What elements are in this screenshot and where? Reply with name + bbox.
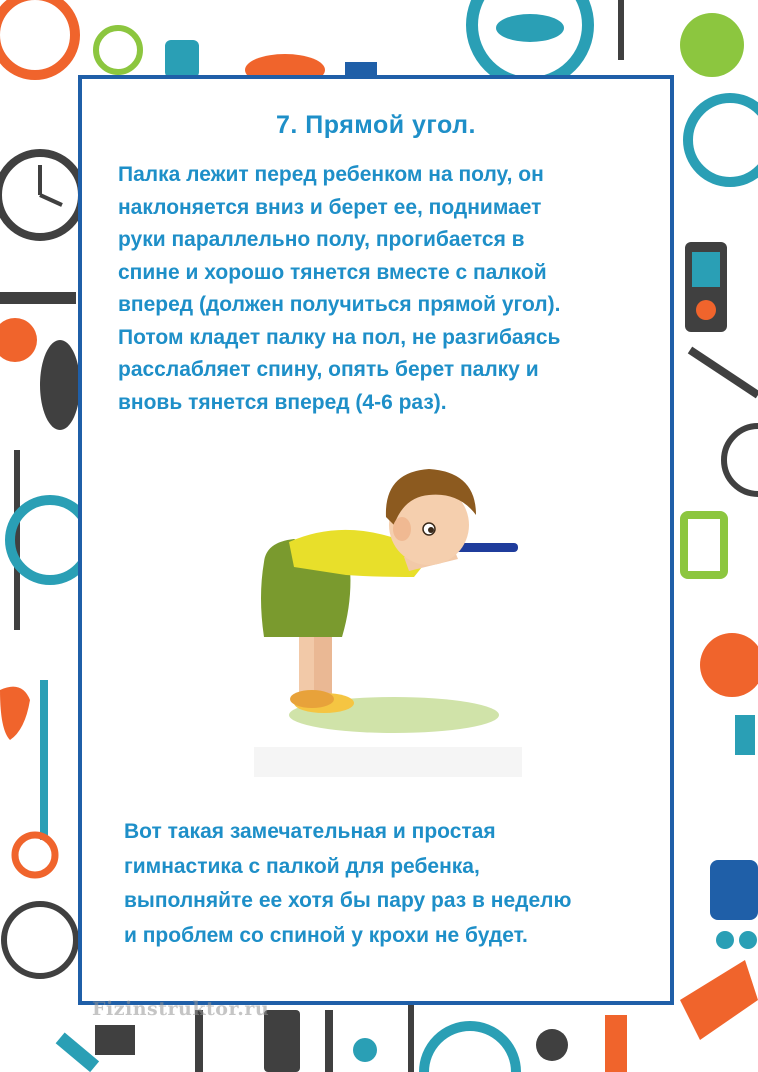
- exercise-title: 7. Прямой угол.: [275, 111, 476, 139]
- knife-icon: [325, 1010, 333, 1072]
- image-fade: [254, 747, 522, 777]
- headphones-icon: [353, 1038, 377, 1062]
- bar-icon: [56, 1032, 99, 1072]
- site-watermark: Fizinstruktor.ru: [92, 998, 270, 1020]
- fork-icon: [618, 0, 624, 60]
- fish-icon: [496, 14, 564, 42]
- bottle-icon: [605, 1015, 627, 1072]
- dumbbell-icon: [735, 715, 755, 755]
- scooter-wheel-icon: [15, 835, 55, 875]
- strawberry-icon: [0, 687, 30, 740]
- scooter-icon: [40, 680, 48, 840]
- soccer-ball-icon: [4, 904, 76, 976]
- boy-leg: [314, 627, 332, 697]
- music-player-icon: [264, 1010, 300, 1072]
- orange-icon: [700, 633, 758, 697]
- boy-bending-illustration: [254, 447, 522, 777]
- boy-pupil: [428, 527, 434, 533]
- carrot-icon: [680, 960, 758, 1040]
- dumbbell-icon: [95, 1025, 135, 1055]
- cup-icon: [684, 515, 724, 575]
- bottle-icon: [165, 40, 199, 78]
- bicycle-wheel-icon: [724, 426, 758, 494]
- closing-text: Вот такая замечательная и простая гимнастика с палкой для ребенка, выполняйте ее хотя бы пару раз в неделю и проблем со спиной у крохи не будет.: [124, 820, 572, 947]
- exercise-card: [78, 75, 674, 1005]
- roller-skate-icon: [710, 860, 758, 920]
- ball-icon: [0, 318, 37, 362]
- rugby-ball-icon: [40, 340, 80, 430]
- music-player-button: [696, 300, 716, 320]
- knife-icon: [690, 350, 758, 395]
- exercise-description: Палка лежит перед ребенком на полу, он наклоняется вниз и берет ее, поднимает руки параллельно полу, прогибается в спине и хорошо тянется вместе с палкой вперед (должен получиться прямой угол). Потом кладет палку на пол, не разгибаясь расслабляет спину, опять берет палку и вновь тянется вперед (4-6 раз).: [118, 163, 561, 414]
- tape-measure-icon: [688, 98, 758, 182]
- jar-icon: [345, 62, 377, 76]
- music-player-screen: [692, 252, 720, 287]
- plate-icon: [424, 1026, 516, 1072]
- boy-ear: [393, 517, 411, 541]
- plate-icon: [0, 0, 75, 75]
- roller-skate-wheel: [739, 931, 757, 949]
- bar-icon: [0, 292, 76, 304]
- broccoli-icon: [96, 28, 140, 72]
- apple-icon: [680, 13, 744, 77]
- roller-skate-wheel: [716, 931, 734, 949]
- boy-shoe: [290, 690, 334, 708]
- fork-icon: [408, 1005, 414, 1072]
- apple-icon: [536, 1029, 568, 1061]
